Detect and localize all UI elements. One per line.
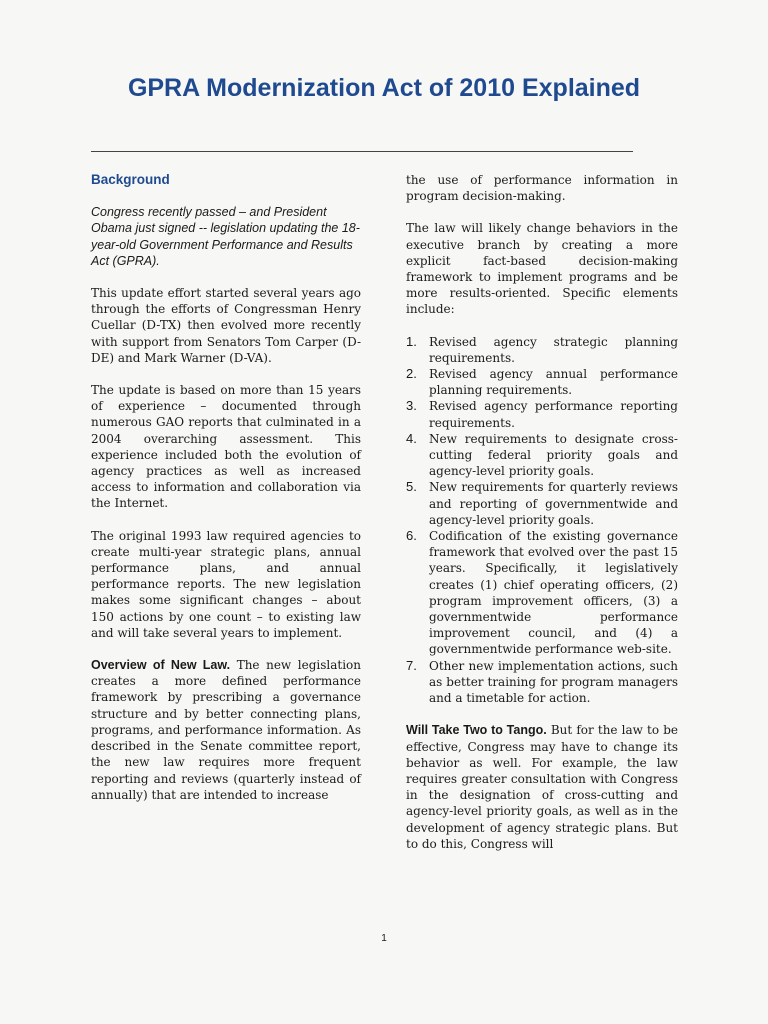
list-item-number: 2. [406, 366, 417, 382]
paragraph-experience: The update is based on more than 15 years of experience – documented through numerous GAO reports that culminated in a 2004 overarching assessment. This experience included both the evolution of agency practices as well as increased access to information and collaboration via the Internet. [91, 383, 361, 511]
list-item-number: 3. [406, 398, 417, 414]
overview-text: The new legislation creates a more defined performance framework by prescribing a governance structure and by better connecting plans, programs, and performance information. As described in the Senate committee report, the new law requires more frequent reporting and reviews (quarterly instead of annually) that are intended to increase [91, 658, 361, 802]
list-item-text: Revised agency strategic planning requirements. [429, 334, 678, 365]
overview-continued: the use of performance information in program decision-making. [406, 173, 678, 204]
list-item [406, 479, 678, 528]
list-item-number: 5. [406, 479, 417, 495]
list-item-text: Revised agency performance reporting requirements. [429, 399, 678, 430]
paragraph-original-law: The original 1993 law required agencies to create multi-year strategic plans, annual performance plans, and annual performance reports. The new legislation makes some significant changes – about 150 actions by one count – to existing law and will take several years to implement. [91, 528, 361, 640]
list-item-text: Other new implementation actions, such as better training for program managers and a timetable for action. [429, 658, 678, 706]
right-column [406, 172, 678, 868]
list-item [406, 334, 678, 366]
list-item-text: Codification of the existing governance framework that evolved over the past 15 years. Specifically, it legislatively creates (1) chief operating officers, (2) program improvement officers, (3) a governmentwide performance improvement council, and (4) a governmentwide performance web-site. [429, 529, 678, 657]
left-column [91, 172, 361, 819]
paragraph-overview [91, 657, 361, 803]
list-item-text: Revised agency annual performance planning requirements. [429, 367, 678, 398]
list-item [406, 431, 678, 480]
list-item [406, 398, 678, 430]
list-item-number: 6. [406, 528, 417, 544]
elements-list [406, 334, 678, 707]
list-item [406, 366, 678, 398]
list-item-text: New requirements for quarterly reviews and reporting of governmentwide and agency-level priority goals. [429, 480, 678, 527]
list-item-number: 4. [406, 430, 417, 446]
document-title: GPRA Modernization Act of 2010 Explained [127, 74, 641, 102]
tango-runin-heading: Will Take Two to Tango. [406, 723, 547, 738]
tango-text: But for the law to be effective, Congress may have to change its behavior as well. For example, the law requires greater consultation with Congress in the designation of cross-cutting and agency-level priority goals, as well as in the development of agency strategic plans. But to do this, Congress will [406, 723, 679, 851]
list-item [406, 658, 678, 707]
paragraph-tango [406, 722, 678, 852]
paragraph-behaviors: The law will likely change behaviors in the executive branch by creating a more explicit fact-based decision-making framework to implement programs and be more results-oriented. Specific elements include: [406, 221, 678, 317]
intro-paragraph: Congress recently passed – and President Obama just signed -- legislation updating the 18-year-old Government Performance and Results Act (GPRA). [91, 205, 360, 268]
list-item-number: 1. [406, 333, 417, 349]
page-number: 1 [381, 933, 387, 944]
list-item-text: New requirements to designate cross-cutting federal priority goals and agency-level priority goals. [429, 431, 678, 479]
paragraph-update-effort: This update effort started several years ago through the efforts of Congressman Henry Cuellar (D-TX) then evolved more recently with support from Senators Tom Carper (D-DE) and Mark Warner (D-VA). [91, 286, 361, 365]
overview-runin-heading: Overview of New Law. [91, 658, 231, 673]
title-divider [91, 151, 633, 152]
background-heading: Background [91, 172, 170, 187]
list-item [406, 528, 678, 658]
list-item-number: 7. [406, 657, 417, 673]
